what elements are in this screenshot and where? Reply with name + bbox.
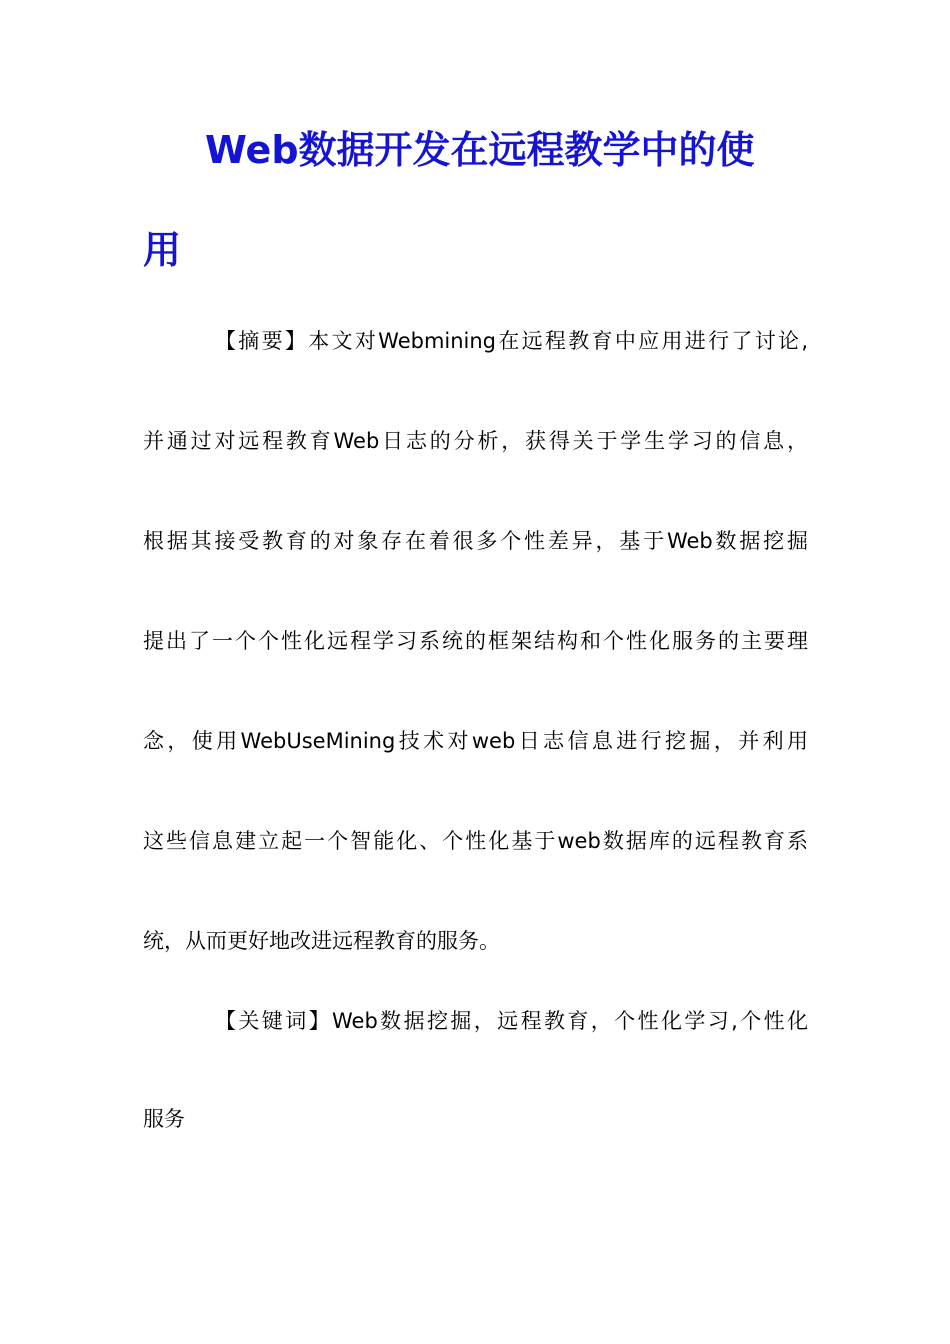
keywords-text: Web数据挖掘，远程教育，个性化学习,个性化 bbox=[332, 1009, 808, 1033]
abstract-text: 本文对Webmining在远程教育中应用进行了讨论, bbox=[308, 329, 808, 353]
abstract-line-4: 提出了一个个性化远程学习系统的框架结构和个性化服务的主要理 bbox=[143, 629, 808, 653]
keywords-label: 【关键词】 bbox=[215, 1009, 332, 1033]
keywords-line-2: 服务 bbox=[143, 1107, 185, 1131]
keywords-line-1 bbox=[215, 1006, 808, 1036]
abstract-line-2: 并通过对远程教育Web日志的分析，获得关于学生学习的信息， bbox=[143, 429, 808, 453]
abstract-line-5: 念，使用WebUseMining技术对web日志信息进行挖掘，并利用 bbox=[143, 729, 808, 753]
document-title-line-2: 用 bbox=[143, 228, 182, 272]
abstract-line-1 bbox=[215, 326, 808, 356]
abstract-line-7: 统，从而更好地改进远程教育的服务。 bbox=[143, 929, 500, 953]
abstract-label: 【摘要】 bbox=[215, 329, 309, 353]
document-title-line-1: Web数据开发在远程教学中的使 bbox=[205, 128, 755, 172]
abstract-line-3: 根据其接受教育的对象存在着很多个性差异，基于Web数据挖掘 bbox=[143, 529, 808, 553]
abstract-line-6: 这些信息建立起一个智能化、个性化基于web数据库的远程教育系 bbox=[143, 829, 808, 853]
